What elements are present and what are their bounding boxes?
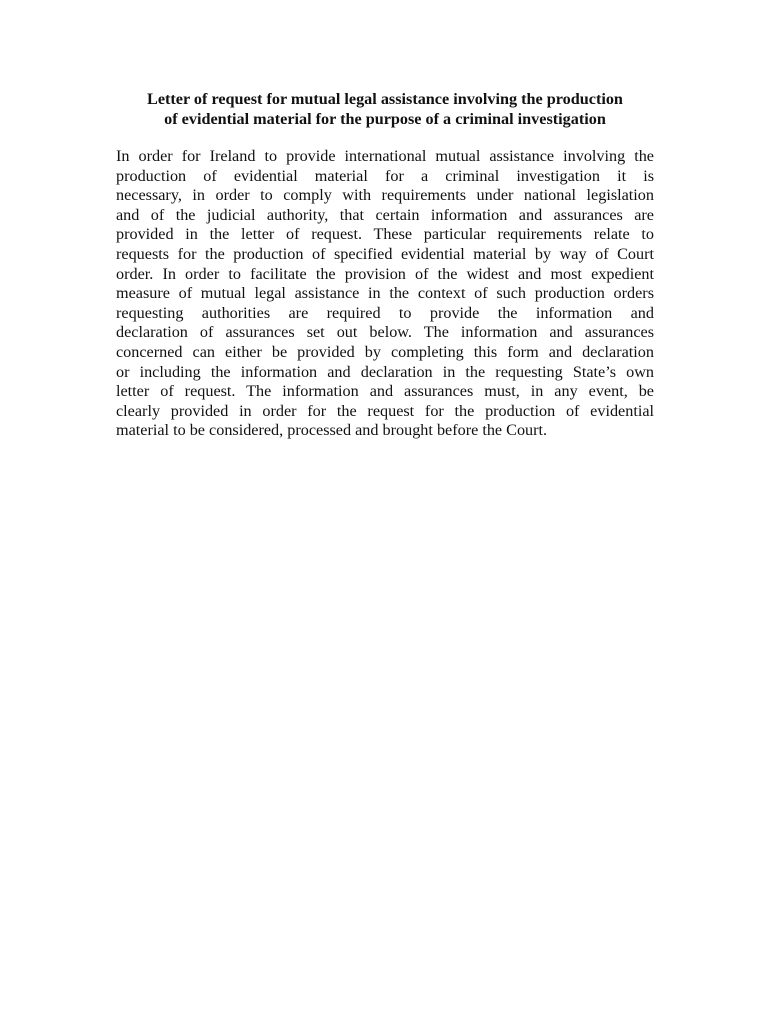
body-line: requests for the production of specified evidential material by way of Court xyxy=(116,244,654,263)
body-line: requesting authorities are required to provide the information and xyxy=(116,303,654,322)
body-line: or including the information and declaration in the requesting State’s own xyxy=(116,362,654,381)
body-line: declaration of assurances set out below. The information and assurances xyxy=(116,323,654,342)
title-line: of evidential material for the purpose of a criminal investigation xyxy=(164,110,606,128)
body-line: clearly provided in order for the request for the production of evidential xyxy=(116,401,654,420)
body-line: production of evidential material for a criminal investigation it is xyxy=(116,166,654,185)
body-line: and of the judicial authority, that certain information and assurances are xyxy=(116,205,654,224)
body-line: letter of request. The information and assurances must, in any event, be xyxy=(116,382,654,401)
body-line: In order for Ireland to provide international mutual assistance involving the xyxy=(116,147,654,165)
body-line: measure of mutual legal assistance in the context of such production orders xyxy=(116,284,654,303)
body-line: necessary, in order to comply with requirements under national legislation xyxy=(116,186,654,205)
body-paragraph xyxy=(116,147,654,441)
document-title xyxy=(110,89,660,129)
body-line: provided in the letter of request. These particular requirements relate to xyxy=(116,225,654,244)
body-line: concerned can either be provided by completing this form and declaration xyxy=(116,342,654,361)
body-line: order. In order to facilitate the provision of the widest and most expedient xyxy=(116,264,654,283)
title-line: Letter of request for mutual legal assistance involving the production xyxy=(147,90,623,108)
body-line: material to be considered, processed and brought before the Court. xyxy=(116,421,548,440)
